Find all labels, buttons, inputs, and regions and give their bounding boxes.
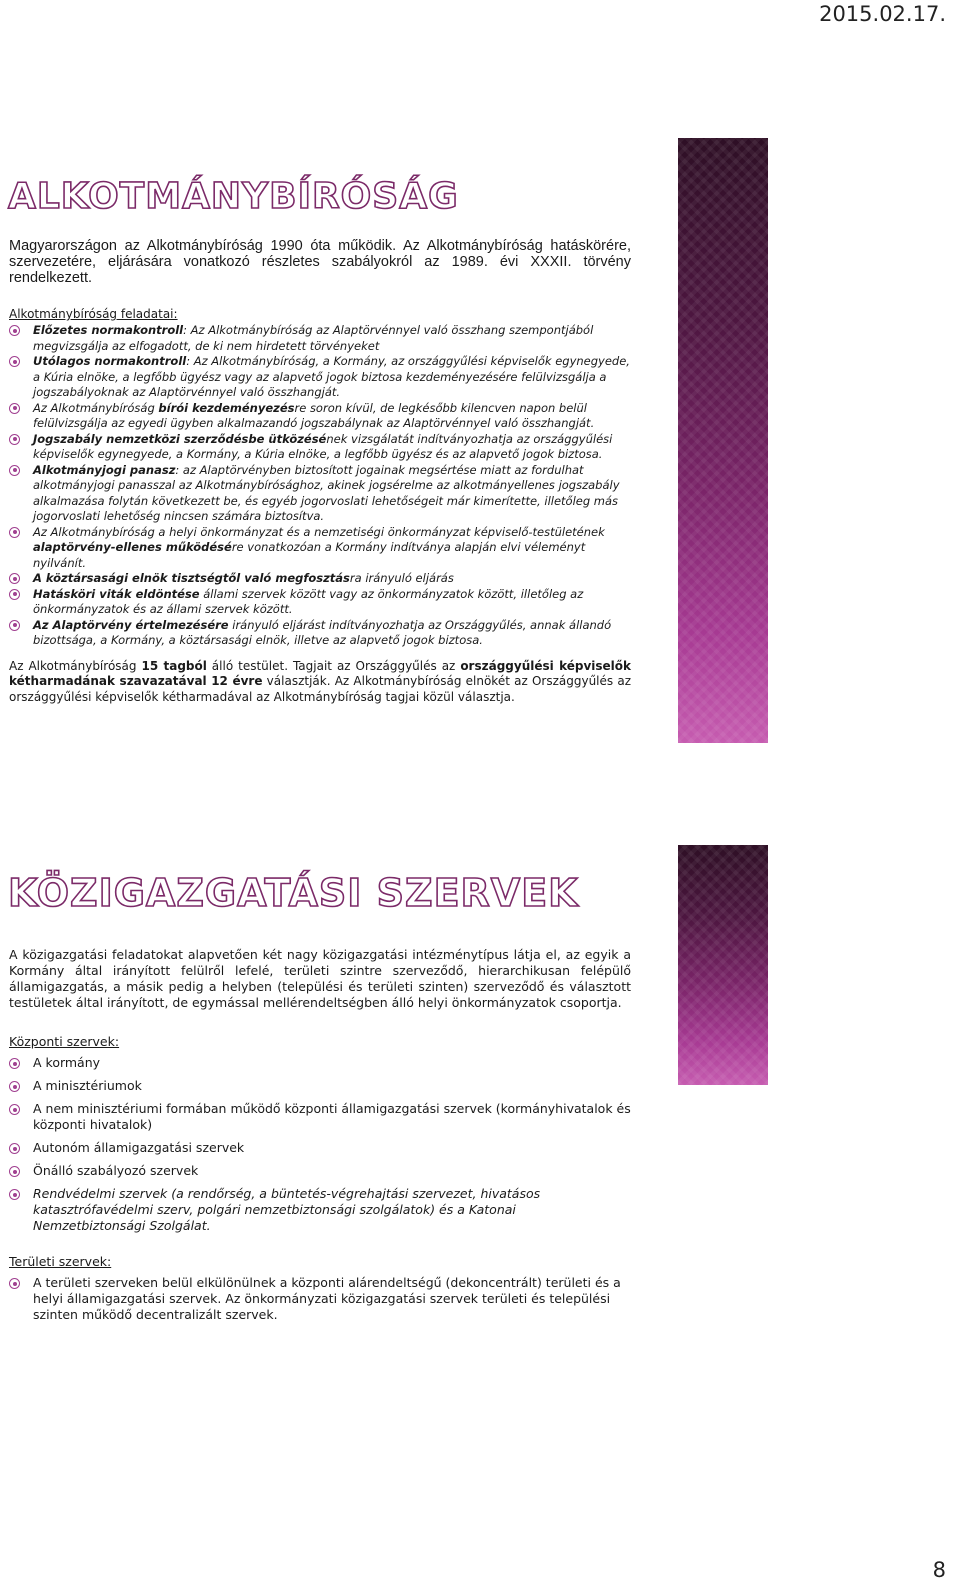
term-bold: Utólagos normakontroll [33, 354, 187, 368]
section-label-territorial: Területi szervek: [9, 1254, 112, 1269]
outro-text: választják. Az Alkotmánybíróság elnökét az Országgyűlés az országgyűlési képviselők kétharmadával az Alkotmánybíróság tagjai közül választja. [9, 674, 631, 704]
slide-alkotmanybirosag [0, 138, 960, 743]
slide-content [9, 238, 631, 705]
outro-text: álló testület. Tagjait az Országgyűlés az [206, 658, 461, 673]
bullet-icon [9, 573, 20, 584]
section-label-central: Központi szervek: [9, 1034, 120, 1049]
list-item [9, 618, 631, 649]
slide-kozigazgatasi-szervek [0, 845, 960, 1405]
item-text: állami szervek között vagy az önkormányzatok között, illetőleg az önkormányzatok és az állami szervek között. [33, 586, 584, 616]
list-item [9, 587, 631, 618]
list-item [9, 463, 631, 525]
bullet-icon [9, 1058, 20, 1069]
item-text: Rendvédelmi szervek (a rendőrség, a büntetés-végrehajtási szervezet, hivatásos katasztrófavédelmi szerv, polgári nemzetbiztonsági szolgálatok) és a Katonai Nemzetbiztonsági Szolgálat. [33, 1186, 541, 1233]
item-text: : Az Alkotmánybíróság, a Kormány, az országgyűlési képviselők egynegyede, a Kúria elnöke, a legfőbb ügyész vagy az alapvető jogok biztosa kezdeményezésére felülvizsgálja a jogszabályoknak az Alaptörvénnyel való összhangját. [33, 354, 630, 399]
list-item [9, 1163, 631, 1179]
bullet-icon [9, 620, 20, 631]
item-text: irányuló eljárást indítványozhatja az Országgyűlés, annak állandó bizottsága, a Kormány, a köztársasági elnök, illetve az alapvető jogok biztosa. [33, 617, 612, 647]
bullet-icon [9, 434, 20, 445]
section-label-tasks: Alkotmánybíróság feladatai: [9, 307, 178, 321]
list-item [9, 525, 631, 572]
spacer [9, 1241, 631, 1255]
term-bold: bírói kezdeményezés [158, 400, 295, 415]
term-bold: Jogszabály nemzetközi szerződésbe ütközésé [33, 431, 327, 446]
outro-bold: országgyűlési képviselők kétharmadának szavazatával 12 évre [9, 658, 632, 688]
intro-paragraph: Magyarországon az Alkotmánybíróság 1990 óta működik. Az Alkotmánybíróság hatáskörére, szervezetére, eljárására vonatkozó részletes szabályokról az 1989. évi XXXII. törvény rendelkezett. [9, 238, 631, 286]
bullet-icon [9, 589, 20, 600]
item-text: Az Alkotmánybíróság [33, 400, 159, 415]
slide-title: KÖZIGAZGATÁSI SZERVEK [8, 871, 579, 915]
central-organs-list [9, 1055, 631, 1234]
item-text: Autonóm államigazgatási szervek [33, 1140, 245, 1155]
term-bold: Alkotmányjogi panasz [33, 462, 176, 477]
list-item [9, 1140, 631, 1156]
slide-title: ALKOTMÁNYBÍRÓSÁG [8, 176, 459, 217]
item-text: Az Alkotmánybíróság a helyi önkormányzat és a nemzetiségi önkormányzat képviselő-testületének [33, 524, 605, 539]
term-bold: Az Alaptörvény értelmezésére [33, 617, 229, 632]
list-item [9, 571, 631, 587]
list-item [9, 401, 631, 432]
header-date: 2015.02.17. [819, 2, 946, 26]
bullet-icon [9, 1104, 20, 1115]
bullet-icon [9, 403, 20, 414]
bullet-icon [9, 1166, 20, 1177]
territorial-organs-list [9, 1275, 631, 1323]
page-number: 8 [932, 1558, 946, 1582]
list-item [9, 1275, 631, 1323]
intro-paragraph: A közigazgatási feladatokat alapvetően két nagy közigazgatási intézménytípus látja el, az egyik a Kormány által irányított felülről lefelé, területi szintre szerveződő, hierarchikusan felépülő államigazgatás, a másik pedig a helyben (települési és területi szinten) szerveződő és választott testületek által irányított, de egymással mellérendeltségben álló helyi önkormányzatok csoportja. [9, 947, 631, 1010]
outro-bold: 15 tagból [141, 658, 207, 673]
item-text: A nem minisztériumi formában működő központi államigazgatási szervek (kormányhivatalok és központi hivatalok) [33, 1101, 631, 1132]
item-text: re vonatkozóan a Kormány indítványa alapján elvi véleményt nyilvánít. [33, 540, 586, 570]
item-text: Önálló szabályozó szervek [33, 1163, 199, 1178]
bullet-icon [9, 465, 20, 476]
bullet-icon [9, 1143, 20, 1154]
list-item [9, 1078, 631, 1094]
list-item [9, 1186, 631, 1234]
term-bold: A köztársasági elnök tisztségtől való megfosztás [33, 571, 350, 585]
bullet-icon [9, 527, 20, 538]
list-item [9, 1055, 631, 1071]
item-text: nek vizsgálatát indítványozhatja az országgyűlési képviselők egynegyede, a Kormány, a Kúria elnöke, a legfőbb ügyész és az alapvető jogok biztosa. [33, 431, 613, 461]
bullet-icon [9, 1081, 20, 1092]
term-bold: Előzetes normakontroll [33, 323, 184, 337]
bullet-icon [9, 356, 20, 367]
term-bold: alaptörvény-ellenes működésé [33, 540, 232, 554]
item-text: A kormány [33, 1055, 101, 1070]
item-text: A minisztériumok [33, 1078, 142, 1093]
bullet-icon [9, 1278, 20, 1289]
tasks-list [9, 323, 631, 649]
list-item [9, 1101, 631, 1133]
decorative-accent-bar [678, 845, 768, 1085]
item-text: A területi szerveken belül elkülönülnek a központi alárendeltségű (dekoncentrált) területi és a helyi államigazgatási szervek. Az önkormányzati közigazgatási szervek területi és települési szinten működő decentralizált szervek. [33, 1275, 621, 1322]
item-text: re soron kívül, de legkésőbb kilencven napon belül felülvizsgálja az egyedi ügyben alkalmazandó jogszabálynak az Alaptörvénnyel való összhangját. [33, 400, 595, 430]
item-text: : Az Alkotmánybíróság az Alaptörvénnyel való összhang szempontjából megvizsgálja az elfogadott, de ki nem hirdetett törvényeket [33, 323, 594, 353]
list-item [9, 323, 631, 354]
term-bold: Hatásköri viták eldöntése [33, 586, 200, 601]
slide-content [9, 947, 631, 1330]
outro-text: Az Alkotmánybíróság [9, 658, 142, 673]
bullet-icon [9, 1189, 20, 1200]
item-text: ra irányuló eljárás [349, 571, 454, 585]
bullet-icon [9, 325, 20, 336]
item-text: : az Alaptörvényben biztosított jogainak megsértése miatt az fordulhat alkotmányjogi panasszal az Alkotmánybírósághoz, akinek jogsérelme az alkotmányellenes jogszabály alkalmazása folytán következett be, és egyéb jogorvoslati lehetőségeit már kimerítette, illetőleg más jogorvoslati lehetőség nincsen számára biztosítva. [33, 462, 620, 523]
decorative-accent-bar [678, 138, 768, 743]
outro-paragraph [9, 659, 631, 706]
list-item [9, 354, 631, 401]
list-item [9, 432, 631, 463]
